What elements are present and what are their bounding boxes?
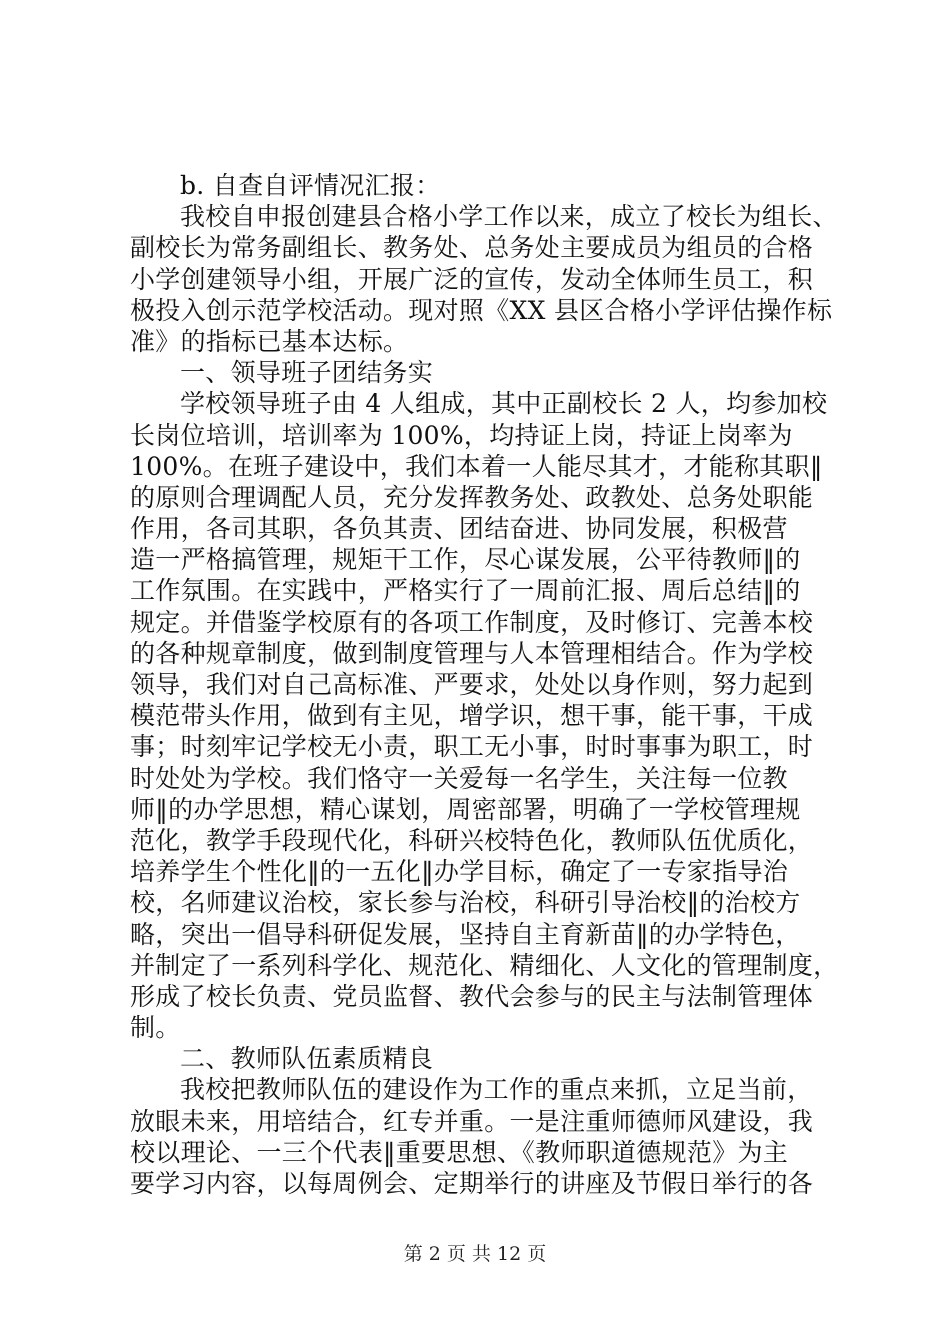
paragraph-line: 略，突出一倡导科研促发展，坚持自主育新苗‖的办学特色， — [130, 919, 801, 949]
paragraph-line: 培养学生个性化‖的一五化‖办学目标，确定了一专家指导治 — [130, 857, 789, 887]
section-heading-line: 二、教师队伍素质精良 — [180, 1044, 434, 1074]
paragraph-line: 长岗位培训，培训率为 100%，均持证上岗，持证上岗率为 — [130, 420, 793, 450]
document-body — [130, 170, 839, 1199]
paragraph-line: 小学创建领导小组，开展广泛的宣传，发动全体师生员工，积 — [130, 264, 814, 294]
page-footer: 第 2 页 共 12 页 — [403, 1243, 547, 1265]
paragraph-line: 事；时刻牢记学校无小责，职工无小事，时时事事为职工，时 — [130, 732, 814, 762]
paragraph-line: 我校把教师队伍的建设作为工作的重点来抓，立足当前， — [180, 1075, 813, 1105]
paragraph-line: 准》的指标已基本达标。 — [130, 326, 409, 356]
paragraph-line: 放眼未来，用培结合，红专并重。一是注重师德师风建设，我 — [130, 1106, 814, 1136]
paragraph-line: 的原则合理调配人员，充分发挥教务处、政教处、总务处职能 — [130, 482, 814, 512]
paragraph-line: 造一严格搞管理，规矩干工作，尽心谋发展，公平待教师‖的 — [130, 545, 801, 575]
paragraph-line: 的各种规章制度，做到制度管理与人本管理相结合。作为学校 — [130, 638, 814, 668]
paragraph-line: 并制定了一系列科学化、规范化、精细化、人文化的管理制度， — [130, 950, 839, 980]
paragraph-line: 学校领导班子由 4 人组成，其中正副校长 2 人，均参加校 — [180, 389, 828, 419]
section-heading-line: 一、领导班子团结务实 — [180, 358, 434, 388]
paragraph-line: 领导，我们对自己高标准、严要求，处处以身作则，努力起到 — [130, 670, 814, 699]
paragraph-line: 校以理论、一三个代表‖重要思想、《教师职道德规范》为主 — [130, 1137, 789, 1167]
paragraph-line: 制。 — [130, 1013, 181, 1043]
paragraph-line: 作用，各司其职，各负其责、团结奋进、协同发展，积极营 — [130, 514, 788, 544]
paragraph-line: 师‖的办学思想，精心谋划，周密部署，明确了一学校管理规 — [130, 794, 801, 824]
section-heading-line: b. 自查自评情况汇报： — [180, 171, 441, 200]
paragraph-line: 范化，教学手段现代化，科研兴校特色化，教师队伍优质化， — [130, 825, 814, 855]
paragraph-line: 时处处为学校。我们恪守一关爱每一名学生，关注每一位教 — [130, 763, 788, 793]
paragraph-line: 工作氛围。在实践中，严格实行了一周前汇报、周后总结‖的 — [130, 576, 801, 606]
paragraph-line: 形成了校长负责、党员监督、教代会参与的民主与法制管理体 — [130, 981, 814, 1011]
paragraph-line: 副校长为常务副组长、教务处、总务处主要成员为组员的合格 — [130, 233, 814, 263]
paragraph-line: 要学习内容，以每周例会、定期举行的讲座及节假日举行的各 — [130, 1169, 814, 1198]
paragraph-line: 极投入创示范学校活动。现对照《XX 县区合格小学评估操作标 — [130, 295, 833, 325]
paragraph-line: 100%。在班子建设中，我们本着一人能尽其才，才能称其职‖ — [130, 451, 823, 481]
paragraph-line: 我校自申报创建县合格小学工作以来，成立了校长为组长、 — [180, 202, 838, 232]
paragraph-line: 模范带头作用，做到有主见，增学识，想干事，能干事，干成 — [130, 701, 814, 731]
paragraph-line: 校，名师建议治校，家长参与治校，科研引导治校‖的治校方 — [130, 888, 801, 918]
paragraph-line: 规定。并借鉴学校原有的各项工作制度，及时修订、完善本校 — [130, 607, 814, 637]
